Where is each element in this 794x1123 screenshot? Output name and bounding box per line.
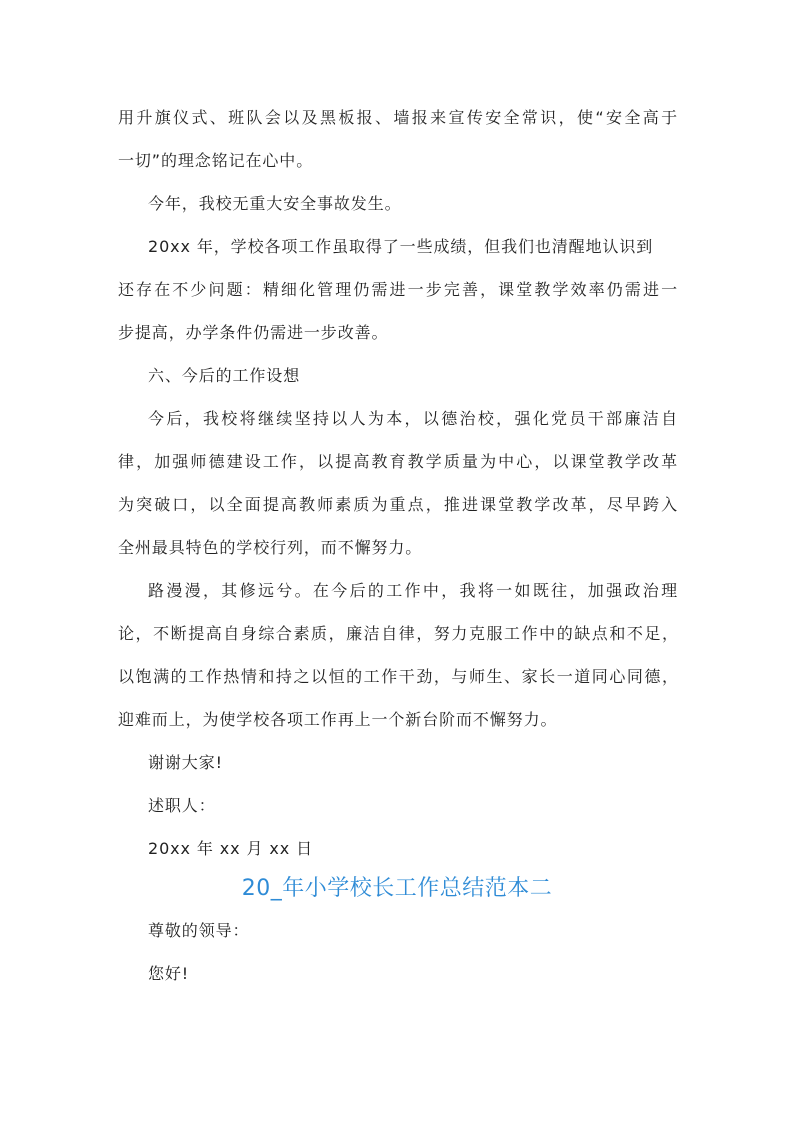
paragraph-line: 律，加强师德建设工作，以提高教育教学质量为中心，以课堂教学改革 [118, 452, 678, 471]
reporter-label: 述职人： [148, 796, 216, 815]
paragraph-line: 一切”的理念铭记在心中。 [118, 151, 314, 170]
paragraph-line: 为突破口，以全面提高教师素质为重点，推进课堂教学改革，尽早跨入 [118, 495, 678, 514]
paragraph-line: 全州最具特色的学校行列，而不懈努力。 [118, 538, 423, 557]
closing-thanks: 谢谢大家! [148, 753, 223, 772]
document-title: 20_年小学校长工作总结范本二 [241, 876, 553, 901]
greeting: 您好! [148, 964, 190, 983]
paragraph-line: 还存在不少问题：精细化管理仍需进一步完善，课堂教学效率仍需进一 [118, 280, 678, 299]
paragraph-line: 今后，我校将继续坚持以人为本，以德治校，强化党员干部廉洁自 [148, 409, 678, 428]
paragraph-line: 迎难而上，为使学校各项工作再上一个新台阶而不懈努力。 [118, 710, 558, 729]
paragraph-line: 今年，我校无重大安全事故发生。 [148, 194, 402, 213]
paragraph-line: 路漫漫，其修远兮。在今后的工作中，我将一如既往，加强政治理 [148, 581, 678, 600]
paragraph-line: 论，不断提高自身综合素质，廉洁自律，努力克服工作中的缺点和不足， [118, 624, 678, 643]
paragraph-line: 20xx 年，学校各项工作虽取得了一些成绩，但我们也清醒地认识到 [148, 237, 654, 256]
paragraph-line: 以饱满的工作热情和持之以恒的工作干劲，与师生、家长一道同心同德， [118, 667, 678, 686]
salutation: 尊敬的领导： [148, 921, 250, 940]
date-line: 20xx 年 xx 月 xx 日 [148, 839, 314, 858]
paragraph-line: 用升旗仪式、班队会以及黑板报、墙报来宣传安全常识，使“安全高于 [118, 108, 678, 127]
section-heading: 六、今后的工作设想 [148, 366, 301, 385]
paragraph-line: 步提高，办学条件仍需进一步改善。 [118, 323, 389, 342]
